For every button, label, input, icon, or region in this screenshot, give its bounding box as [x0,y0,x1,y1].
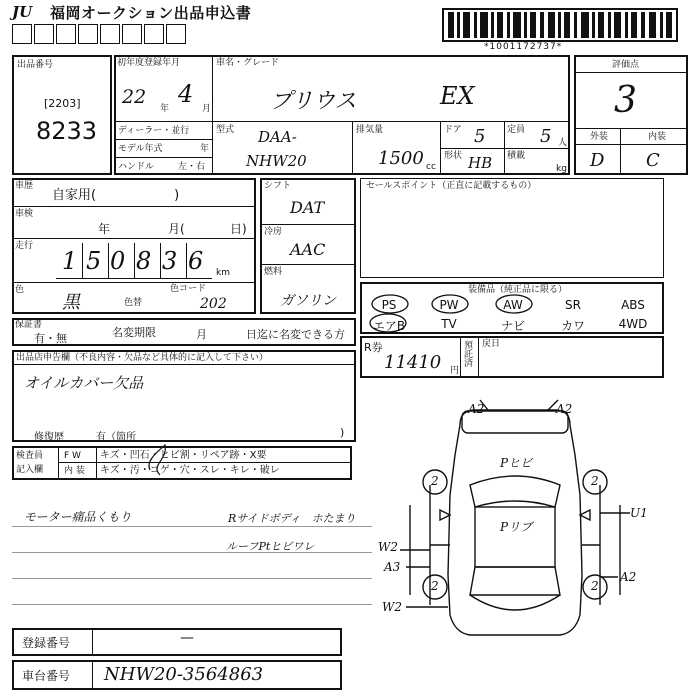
mark-w2-left: W2 [378,540,398,554]
inspector-fw: F W [64,451,81,461]
equipment-abs: ABS [621,298,645,312]
fuel-label: 燃料 [264,267,283,277]
warranty-options: 有・無 [34,332,67,345]
equipment-circles [360,282,664,334]
shift-label: シフト [264,181,292,191]
shape-label: 形状 [444,151,463,161]
shift-value: DAT [290,198,325,217]
model-value-1: DAA- [258,128,297,146]
rear-trunk [470,595,560,610]
divider [115,139,212,140]
divider [160,243,161,279]
divider [13,364,355,365]
header-checkboxes [12,24,188,46]
equipment-ps: PS [381,298,397,312]
capacity-unit: 人 [558,138,568,148]
header-box [144,24,164,44]
divider [261,224,355,225]
inspection-month: 月( [168,222,185,236]
repair-history-label: 修復歴 [34,432,64,443]
logo [12,2,46,20]
usage-label: 車歴 [15,181,34,191]
windshield [470,476,560,507]
tire-left-front: 2 [431,474,439,488]
divider [13,238,255,239]
chassis-number-label: 車台番号 [22,669,71,683]
inspection-year: 年 [98,222,111,236]
mileage-digit: 0 [110,247,126,275]
mileage-digit: 3 [162,247,178,275]
mark-w2-bottom: W2 [382,600,402,614]
mileage-label: 走行 [15,241,34,251]
note-line [12,578,372,579]
registration-label: 初年度登録年月 [117,58,181,68]
inspector-note-3: ルーフPtヒビワレ [226,540,315,553]
registration-number-value: — [180,630,194,646]
mark-roof: Pリブ [500,520,533,534]
inspection-day: 日) [230,222,247,236]
doors-value: 5 [474,126,486,147]
divider [575,144,687,145]
divider [115,157,212,158]
equipment-label: 装備品（純正品に限る） [468,285,568,295]
divider [59,462,351,463]
capacity-label: 定員 [507,125,526,135]
dealer-label: ディーラー・並行 [118,126,190,136]
divider [82,243,83,279]
rear-window [470,567,560,595]
lot-label: 出品番号 [17,60,54,70]
inspector-label: 検査員 [16,451,44,461]
chassis-number-value: NHW20-3564863 [104,664,264,685]
note-line [12,526,372,527]
model-label: 型式 [216,125,235,135]
equipment-navi: ナビ [500,319,525,333]
header-box [122,24,142,44]
header-box [166,24,186,44]
divider [13,282,255,283]
model-value-2: NHW20 [246,152,307,170]
car-name: プリウス [270,89,357,114]
barcode [442,8,678,42]
seller-notes-label: 出品店申告欄（不良内容・欠品など具体的に記入して下さい） [16,353,269,363]
divider [134,243,135,279]
inspector-interior: 内 装 [64,466,85,476]
tire-right-rear: 2 [591,579,599,593]
right-side [600,485,620,605]
name-change-month: 月 [196,328,207,341]
mark-a2-rear-right: A2 [620,570,637,584]
color-code-label: 色コード [170,284,207,294]
displacement-value: 1500 [378,148,424,169]
inspector-note-2: Rサイドボディ ホたまり [228,512,356,525]
roof [475,507,555,567]
displacement-label: 排気量 [356,125,384,135]
inspector-exterior-codes: キズ・凹石・ヒビ割・リペア跡・X要 [100,450,267,461]
ac-label: 冷房 [264,227,283,237]
selling-points-box [360,178,664,278]
mileage-unit: km [216,268,230,278]
return-date-label: 戻日 [482,339,501,349]
mileage-digit: 8 [136,247,152,275]
header-box [34,24,54,44]
name-change-label: 名変期限 [112,326,156,339]
lot-number: 8233 [36,117,98,145]
exterior-grade: D [590,150,605,171]
usage-value: 自家用( ) [52,188,180,203]
equipment-sr: SR [565,298,581,312]
color-value: 黒 [62,292,80,313]
car-grade: EX [440,82,475,110]
divider [186,243,187,279]
barcode-number: *1001172737* [484,42,563,52]
inspection-label: 車検 [15,209,34,219]
barcode-graphic [444,10,676,40]
interior-grade: C [646,150,660,171]
mileage-digit: 6 [188,247,204,275]
recycle-value: 11410 [384,352,442,373]
ac-value: AAC [290,240,326,259]
recycle-label: R券 [364,341,383,354]
header-box [56,24,76,44]
recycle-unit: 円 [450,366,460,376]
fuel-value: ガソリン [280,293,336,309]
seller-notes-value: オイルカバー欠品 [24,374,144,392]
divider [13,206,255,207]
inspector-note-1: モーター痛品くもり [24,510,132,524]
doors-label: ドア [444,125,462,135]
mark-u1: U1 [630,506,648,520]
handle-label: ハンドル [118,162,155,172]
divider [92,629,93,655]
header-box [78,24,98,44]
equipment-4wd: 4WD [618,317,648,331]
divider [92,661,93,689]
divider [108,243,109,279]
shape-value: HB [468,154,493,172]
capacity-value: 5 [540,126,552,147]
mileage-digit: 5 [86,247,102,275]
mark-a2-front-left: A2 [468,402,485,416]
mark-a3: A3 [384,560,401,574]
registration-year: 22 [122,86,147,108]
lot-box [12,55,112,175]
form-title: 福岡オークション出品申込書 [50,4,252,22]
circle-mark [432,295,468,313]
registration-month: 4 [178,80,194,108]
mirror-left [440,510,450,520]
circle-mark [496,295,532,313]
lot-bracket-code: [2203] [44,97,81,110]
header-box [12,24,32,44]
header-box [100,24,120,44]
car-name-label: 車名・グレード [216,58,280,68]
mark-hood: Pヒビ [500,456,533,470]
divider [620,129,621,174]
repair-history-options: 有（箇所 [96,432,136,443]
tire-right-front: 2 [591,474,599,488]
inspector-interior-codes: キズ・汚・コゲ・穴・スレ・キレ・破レ [100,465,280,476]
circle-mark [372,295,408,313]
equipment-aw: AW [503,298,523,312]
note-line [12,604,372,605]
equipment-pw: PW [439,298,459,312]
registration-month-unit: 月 [202,104,212,114]
equipment-leather: カワ [560,319,585,333]
divider [96,447,97,479]
divider [58,447,59,479]
mirror-right [580,510,590,520]
score-label: 評価点 [612,60,640,70]
note-line [12,552,372,553]
inspector-label-2: 記入欄 [16,465,44,475]
exterior-label: 外装 [590,132,609,142]
logo-text: JU [12,3,33,21]
tire-left-rear: 2 [431,579,439,593]
repair-history-close: ) [340,426,345,439]
registration-year-unit: 年 [160,104,170,114]
divider [261,264,355,265]
divider [212,56,213,174]
name-change-deadline: 日迄に名変できる方 [246,328,345,341]
model-year-label: モデル年式 [118,144,163,154]
selling-points-label: セールスポイント（正直に記載するもの） [366,181,537,191]
displacement-unit: cc [426,162,436,172]
score-value: 3 [614,80,637,121]
interior-label: 内装 [648,132,667,142]
handle-options: 左・右 [178,162,206,172]
divider [460,337,461,377]
color-code-value: 202 [200,296,227,312]
mileage-digit: 1 [62,247,78,275]
divider [352,122,353,174]
scribble-mark [140,440,180,480]
left-side [410,485,430,605]
divider [115,121,569,122]
mark-a2-front-right: A2 [556,402,573,416]
divider [441,148,569,149]
load-label: 積載 [507,151,526,161]
color-change-label: 色替 [124,298,143,308]
color-label: 色 [15,285,25,295]
warranty-label: 保証書 [15,320,43,330]
equipment-tv: TV [441,317,457,331]
model-year-unit: 年 [200,144,210,154]
load-unit: kg [556,164,567,174]
equipment-airbag: エアB [372,319,406,333]
registration-number-label: 登録番号 [22,636,71,650]
divider [575,72,687,73]
divider [478,337,479,377]
deposit-label: 預託済 [462,340,472,367]
circle-mark [370,314,406,332]
divider [575,128,687,129]
